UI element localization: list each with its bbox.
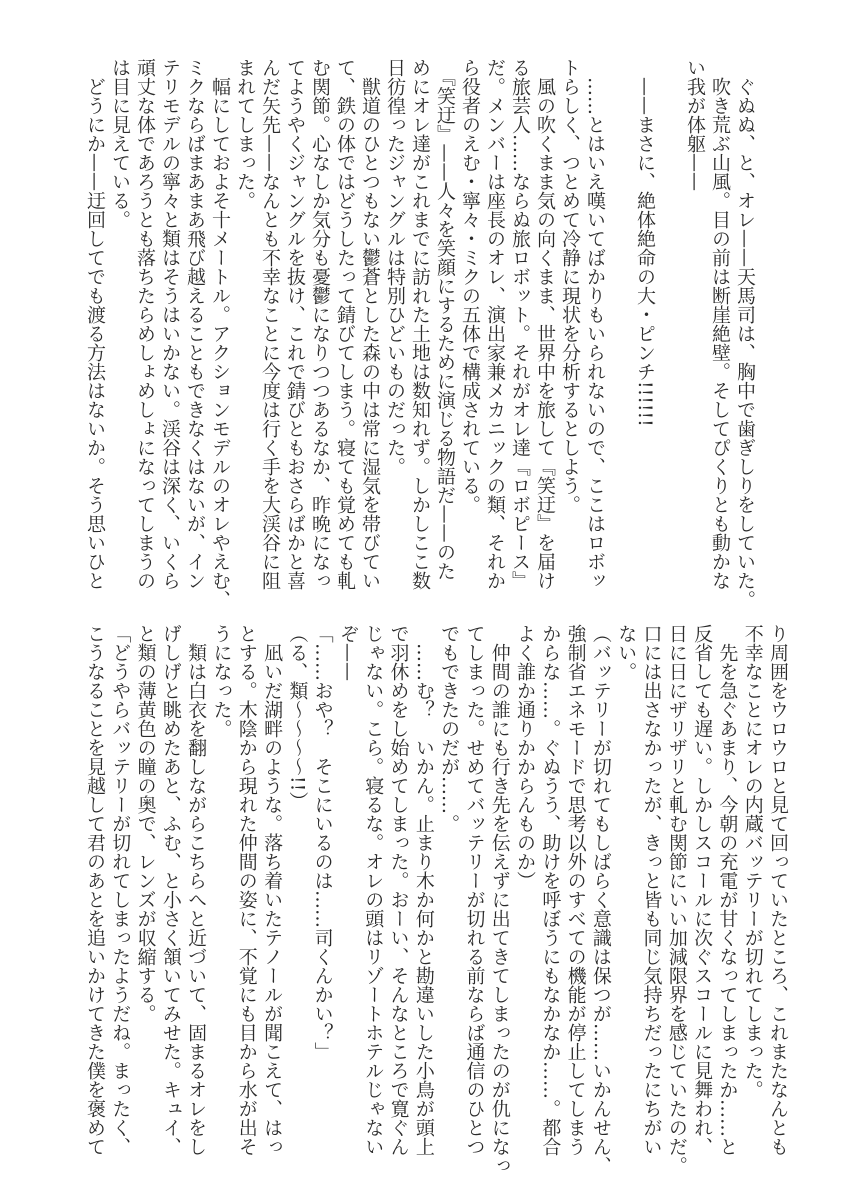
text-column: 頑丈な体であろうとも落ちたらめしょめしょになってしまうの [134, 58, 156, 590]
text-column: だ。メンバーは座長のオレ、演出家兼メカニックの類、それか [484, 58, 506, 590]
text-column: 不幸なことにオレの内蔵バッテリーが切れてしまった。 [741, 624, 764, 1099]
text-column: とする。木陰から現れた仲間の姿に、不覚にも目から水が出そ [235, 624, 258, 1156]
text-column: ない。 [615, 624, 638, 681]
text-column: 日彷徨ったジャングルは特別ひどいものだった。 [384, 58, 406, 476]
text-column: ミクならばまあまあ飛び越えることもできなくはないが、イン [184, 58, 206, 590]
text-column: 『笑迂』——人々を笑顔にするために演じる物語だ——のた [434, 58, 456, 581]
text-column: でもできたのだが……。 [438, 624, 461, 833]
text-column: 獣道のひとつもない鬱蒼とした森の中は常に湿気を帯びてい [359, 58, 381, 590]
text-column: 日に日にザリザリと軋む関節にいい加減限界を感じていたのだ。 [665, 624, 688, 1175]
text-column: と類の薄黄色の瞳の奥で、レンズが収縮する。 [134, 624, 157, 1023]
text-column: 幅にしておよそ十メートル。アクションモデルのオレやえむ、 [209, 58, 231, 609]
text-column: 吹き荒ぶ山風。目の前は断崖絶壁。そしてぴくりとも動かな [709, 58, 731, 590]
text-column: じゃない。こら。寝るな。オレの頭はリゾートホテルじゃない [362, 624, 385, 1156]
text-column: は目に見えている。 [109, 58, 131, 229]
text-column: 先を急ぐあまり、今朝の充電が甘くなってしまったか……と [716, 624, 739, 1156]
text-column: こうなることを見越して君のあとを追いかけてきた僕を褒めて [83, 624, 106, 1156]
text-column: ら役者のえむ・寧々・ミクの五体で構成されている。 [459, 58, 481, 514]
text-block-bottom [82, 624, 790, 1175]
text-column: ぞ—— [336, 624, 359, 681]
text-column [607, 58, 632, 598]
text-column: い我が体躯—— [684, 58, 706, 191]
text-column: て、鉄の体ではどうしたって錆びてしまう。寝ても覚めても軋 [334, 58, 356, 590]
text-column: で羽休めをし始めてしまった。おーい、そんなところで寛ぐん [387, 624, 410, 1156]
text-column: る旅芸人……ならぬ旅ロボット。それがオレ達『ロボピース』 [509, 58, 531, 590]
text-column: 仲間の誰にも行き先を伝えずに出てきてしまったのが仇になっ [488, 624, 511, 1175]
text-column: テリモデルの寧々と類はそうはいかない。渓谷は深く、いくら [159, 58, 181, 590]
text-column: 類は白衣を翻しながらこちらへと近づいて、固まるオレをし [185, 624, 208, 1156]
text-column: めにオレ達がこれまでに訪れた土地は数知れず。しかしここ数 [409, 58, 431, 590]
text-column: り周囲をウロウロと見て回っていたところ、これまたなんとも [767, 624, 789, 1156]
text-block-top [82, 58, 757, 609]
text-column: 口には出さなかったが、きっと皆も同じ気持ちだったにちがい [640, 624, 663, 1156]
text-column: うになった。 [210, 624, 233, 738]
text-column: 反省しても遅い。しかしスコールに次ぐスコールに見舞われ、 [691, 624, 714, 1156]
text-column: 強制省エネモードで思考以外のすべての機能が停止してしまう [564, 624, 587, 1156]
text-column: 「どうやらバッテリーが切れてしまったようだね。まったく、 [109, 624, 132, 1156]
text-column [657, 58, 682, 598]
text-column: ……とはいえ嘆いてばかりもいられないので、ここはロボッ [584, 58, 606, 590]
text-column: よく誰か通りかからんものか） [514, 624, 537, 890]
text-column: からな……。ぐぬうう、助けを呼ぼうにもなかなか……。都合 [539, 624, 562, 1156]
text-column: む関節。心なしか気分も憂鬱になりつつあるなか、昨晩になっ [309, 58, 331, 590]
text-column: （る、類～～～～!!） [286, 624, 309, 811]
text-column: どうにか——迂回してでも渡る方法はないか。そう思いひと [84, 58, 106, 590]
text-column: てようやくジャングルを抜け、これで錆びともおさらばかと喜 [284, 58, 306, 590]
text-column: （バッテリーが切れてもしばらく意識は保つが……いかんせん、 [589, 624, 612, 1175]
text-column: ぐぬぬ、と、オレ——天馬司は、胸中で歯ぎしりをしていた。 [734, 58, 756, 609]
text-column: げしげと眺めたあと、ふむ、と小さく頷いてみせた。キュイ、 [159, 624, 182, 1156]
text-column: ——まさに、絶体絶命の大・ピンチ!!!!!! [634, 58, 656, 427]
text-column: てしまった。せめてバッテリーが切れる前ならば通信のひとつ [463, 624, 486, 1156]
text-column: 風の吹くまま気の向くまま、世界中を旅して『笑迂』を届け [534, 58, 556, 590]
text-column: トらしく、つとめて冷静に現状を分析するとしよう。 [559, 58, 581, 514]
text-column: 「……おや？ そこにいるのは……司くんかい？」 [311, 624, 334, 1061]
text-column: 凪いだ湖畔のような。落ち着いたテノールが聞こえて、はっ [261, 624, 284, 1156]
text-column: んだ矢先——なんとも不幸なことに今度は行く手を大渓谷に阻 [259, 58, 281, 590]
text-column: まれてしまった。 [234, 58, 256, 210]
text-column: ……む？ いかん。止まり木か何かと勘違いした小鳥が頭上 [412, 624, 435, 1156]
